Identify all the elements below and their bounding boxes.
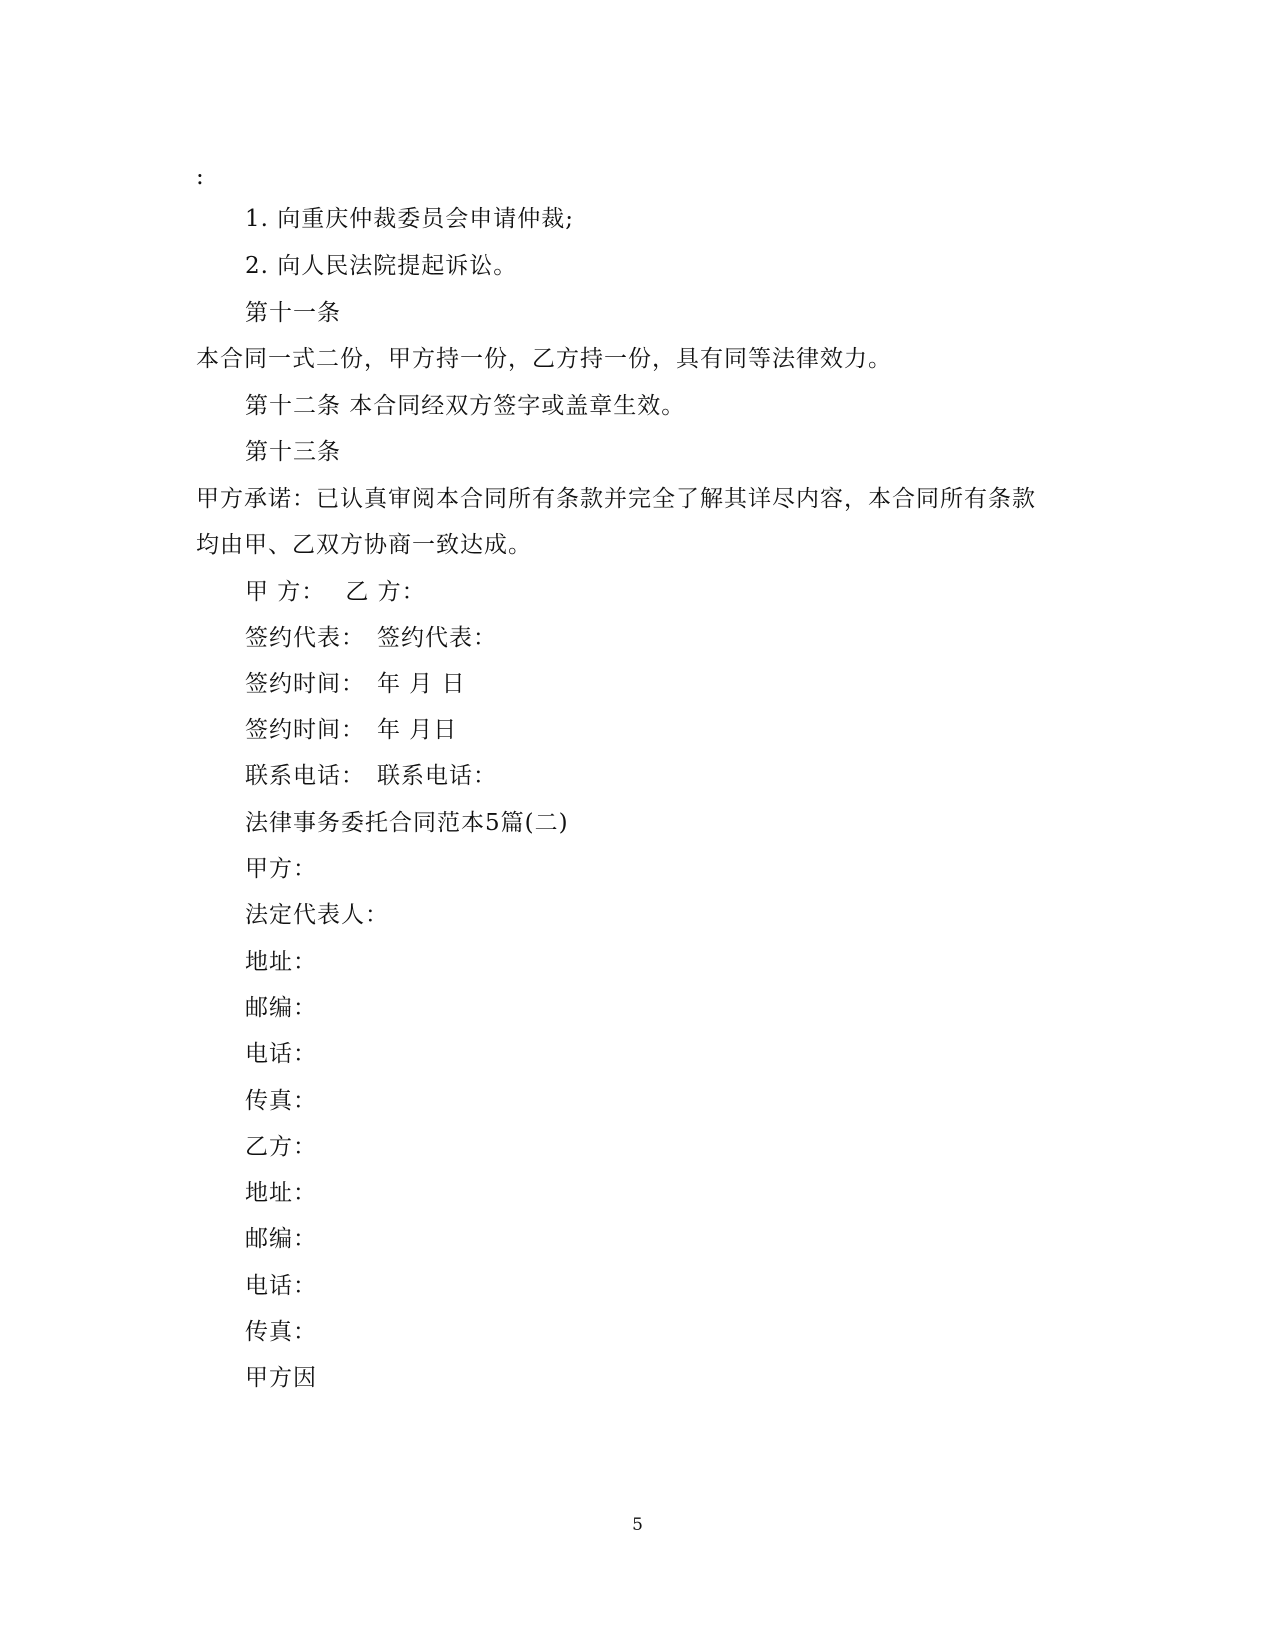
field-phone-a: 电话： <box>245 1041 317 1067</box>
list-item-litigation: 2. 向人民法院提起诉讼。 <box>245 253 518 279</box>
time-b-label: 签约时间： <box>245 717 365 743</box>
party-b-label: 乙 方： <box>345 579 426 605</box>
field-address-a: 地址： <box>245 949 317 975</box>
field-fax-b: 传真： <box>245 1319 317 1345</box>
signature-time-row-a <box>245 669 466 699</box>
field-address-b: 地址： <box>245 1180 317 1206</box>
field-party-a: 甲方： <box>245 856 317 882</box>
article-13-heading: 第十三条 <box>245 439 341 465</box>
field-postcode-a: 邮编： <box>245 995 317 1021</box>
section-two-title: 法律事务委托合同范本5篇(二) <box>245 810 569 836</box>
date-b-text: 年 月日 <box>377 717 458 743</box>
page-number: 5 <box>632 1515 643 1535</box>
date-a-text: 年 月 日 <box>377 671 466 697</box>
article-12: 第十二条 本合同经双方签字或盖章生效。 <box>245 393 686 419</box>
article-11-heading: 第十一条 <box>245 300 341 326</box>
signature-time-row-b <box>245 715 457 745</box>
time-a-label: 签约时间： <box>245 671 365 697</box>
article-13-text-line2: 均由甲、乙双方协商一致达成。 <box>196 532 532 558</box>
article-13-text-line1: 甲方承诺：已认真审阅本合同所有条款并完全了解其详尽内容，本合同所有条款 <box>196 486 1036 512</box>
rep-b-label: 签约代表： <box>377 625 497 651</box>
field-fax-a: 传真： <box>245 1088 317 1114</box>
party-a-label: 甲 方： <box>245 579 326 605</box>
phone-a-label: 联系电话： <box>245 763 365 789</box>
list-item-arbitration: 1. 向重庆仲裁委员会申请仲裁; <box>245 206 575 232</box>
phone-b-label: 联系电话： <box>377 763 497 789</box>
article-11-text: 本合同一式二份，甲方持一份，乙方持一份，具有同等法律效力。 <box>196 346 892 372</box>
field-party-b: 乙方： <box>245 1134 317 1160</box>
signature-phone-row <box>245 761 497 791</box>
rep-a-label: 签约代表： <box>245 625 365 651</box>
signature-rep-row <box>245 623 497 653</box>
body-text-start: 甲方因 <box>245 1365 317 1391</box>
field-phone-b: 电话： <box>245 1273 317 1299</box>
signature-party-row <box>245 577 426 607</box>
colon-line: : <box>196 164 205 190</box>
field-postcode-b: 邮编： <box>245 1226 317 1252</box>
field-legal-representative: 法定代表人： <box>245 902 389 928</box>
